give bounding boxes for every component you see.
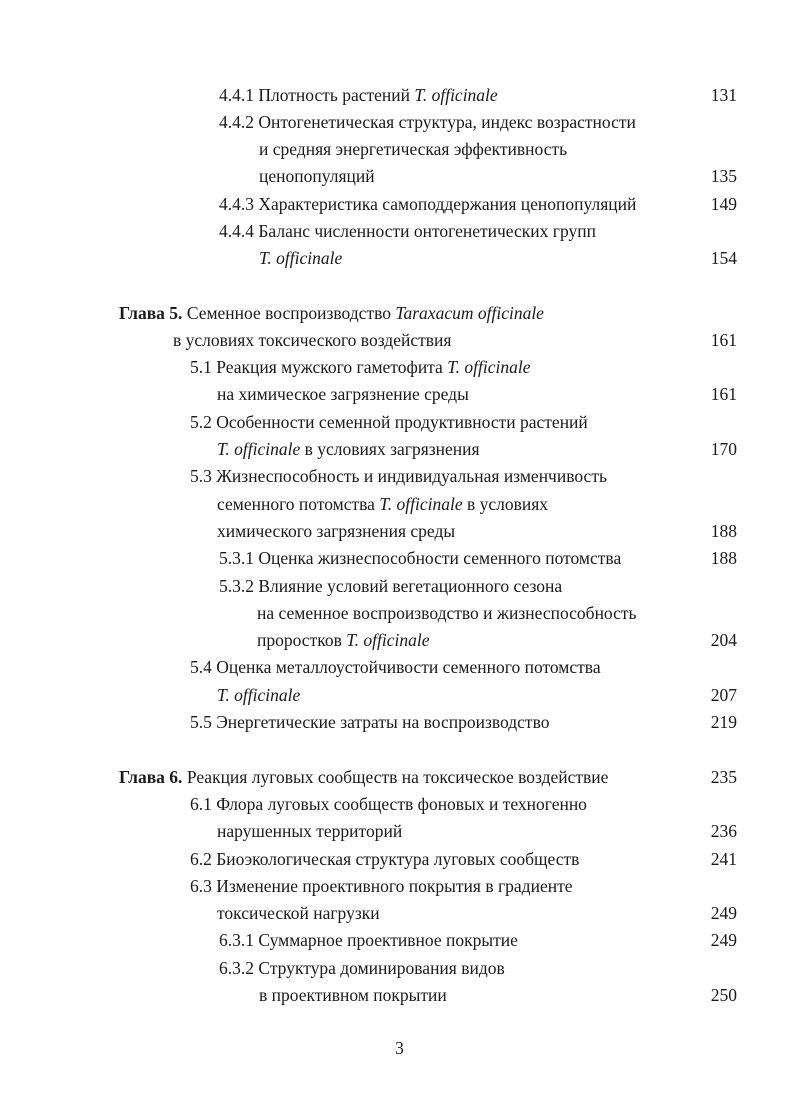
page-number: 207 bbox=[710, 685, 737, 705]
toc-entry-4-4-4[interactable]: 4.4.4 Баланс численности онтогенетических групп bbox=[219, 221, 596, 241]
toc-entry-5-3-2-cont: проростков T. officinale bbox=[257, 630, 430, 650]
page-number: 188 bbox=[710, 548, 737, 568]
page-number: 154 bbox=[710, 248, 737, 268]
toc-entry-5-3-2[interactable]: 5.3.2 Влияние условий вегетационного сезона bbox=[219, 576, 563, 596]
page-number: 204 bbox=[710, 630, 737, 650]
toc-entry-4-4-2[interactable]: 4.4.2 Онтогенетическая структура, индекс возрастности bbox=[219, 112, 636, 132]
toc-entry-6-3-2-cont: в проективном покрытии bbox=[259, 985, 447, 1005]
page-number: 170 bbox=[710, 439, 737, 459]
toc-entry-6-1-cont: нарушенных территорий bbox=[217, 821, 403, 841]
toc-chapter-5[interactable]: Глава 5. Семенное воспроизводство Taraxacum officinale bbox=[119, 303, 544, 323]
toc-entry-5-3[interactable]: 5.3 Жизнеспособность и индивидуальная изменчивость bbox=[190, 466, 607, 486]
toc-entry-5-1-cont: на химическое загрязнение среды bbox=[217, 384, 469, 404]
page-number: 249 bbox=[710, 930, 737, 950]
toc-entry-5-4[interactable]: 5.4 Оценка металлоустойчивости семенного потомства bbox=[190, 657, 601, 677]
toc-entry-5-4-cont: T. officinale bbox=[217, 685, 301, 705]
toc-chapter-6[interactable]: Глава 6. Реакция луговых сообществ на токсическое воздействие bbox=[119, 767, 609, 787]
toc-entry-5-3-cont: химического загрязнения среды bbox=[217, 521, 456, 541]
toc-entry-6-3-cont: токсической нагрузки bbox=[217, 903, 380, 923]
page-number: 149 bbox=[710, 194, 737, 214]
page-number: 131 bbox=[710, 85, 737, 105]
page-number: 188 bbox=[710, 521, 737, 541]
toc-entry-5-2-cont: T. officinale в условиях загрязнения bbox=[217, 439, 480, 459]
page-number: 135 bbox=[710, 166, 737, 186]
toc-entry-5-1[interactable]: 5.1 Реакция мужского гаметофита T. officinale bbox=[190, 357, 531, 377]
page-footer-number: 3 bbox=[395, 1038, 404, 1058]
toc-entry-5-5[interactable]: 5.5 Энергетические затраты на воспроизводство bbox=[190, 712, 550, 732]
toc-entry-6-1[interactable]: 6.1 Флора луговых сообществ фоновых и техногенно bbox=[190, 794, 587, 814]
toc-entry-6-3-2[interactable]: 6.3.2 Структура доминирования видов bbox=[219, 958, 505, 978]
page-number: 241 bbox=[710, 849, 737, 869]
page-number: 219 bbox=[710, 712, 737, 732]
toc-entry-6-2[interactable]: 6.2 Биоэкологическая структура луговых сообществ bbox=[190, 849, 580, 869]
page-number: 236 bbox=[710, 821, 737, 841]
page-number: 249 bbox=[710, 903, 737, 923]
page-number: 235 bbox=[710, 767, 737, 787]
toc-entry-6-3[interactable]: 6.3 Изменение проективного покрытия в градиенте bbox=[190, 876, 573, 896]
page-number: 250 bbox=[710, 985, 737, 1005]
toc-entry-4-4-2-cont: ценопопуляций bbox=[259, 166, 375, 186]
toc-entry-4-4-3[interactable]: 4.4.3 Характеристика самоподдержания ценопопуляций bbox=[219, 194, 637, 214]
toc-entry-5-3-1[interactable]: 5.3.1 Оценка жизнеспособности семенного потомства bbox=[219, 548, 622, 568]
toc-entry-4-4-2-cont: и средняя энергетическая эффективность bbox=[259, 139, 568, 159]
page-number: 161 bbox=[710, 330, 737, 350]
toc-entry-4-4-1[interactable]: 4.4.1 Плотность растений T. officinale bbox=[219, 85, 498, 105]
toc-entry-4-4-4-cont: T. officinale bbox=[259, 248, 343, 268]
toc-entry-5-3-cont: семенного потомства T. officinale в условиях bbox=[217, 494, 549, 514]
toc-entry-5-2[interactable]: 5.2 Особенности семенной продуктивности растений bbox=[190, 412, 588, 432]
page-number: 161 bbox=[710, 384, 737, 404]
toc-chapter-5-cont: в условиях токсического воздействия bbox=[173, 330, 452, 350]
toc-entry-5-3-2-cont: на семенное воспроизводство и жизнеспособность bbox=[257, 603, 637, 623]
toc-entry-6-3-1[interactable]: 6.3.1 Суммарное проективное покрытие bbox=[219, 930, 518, 950]
